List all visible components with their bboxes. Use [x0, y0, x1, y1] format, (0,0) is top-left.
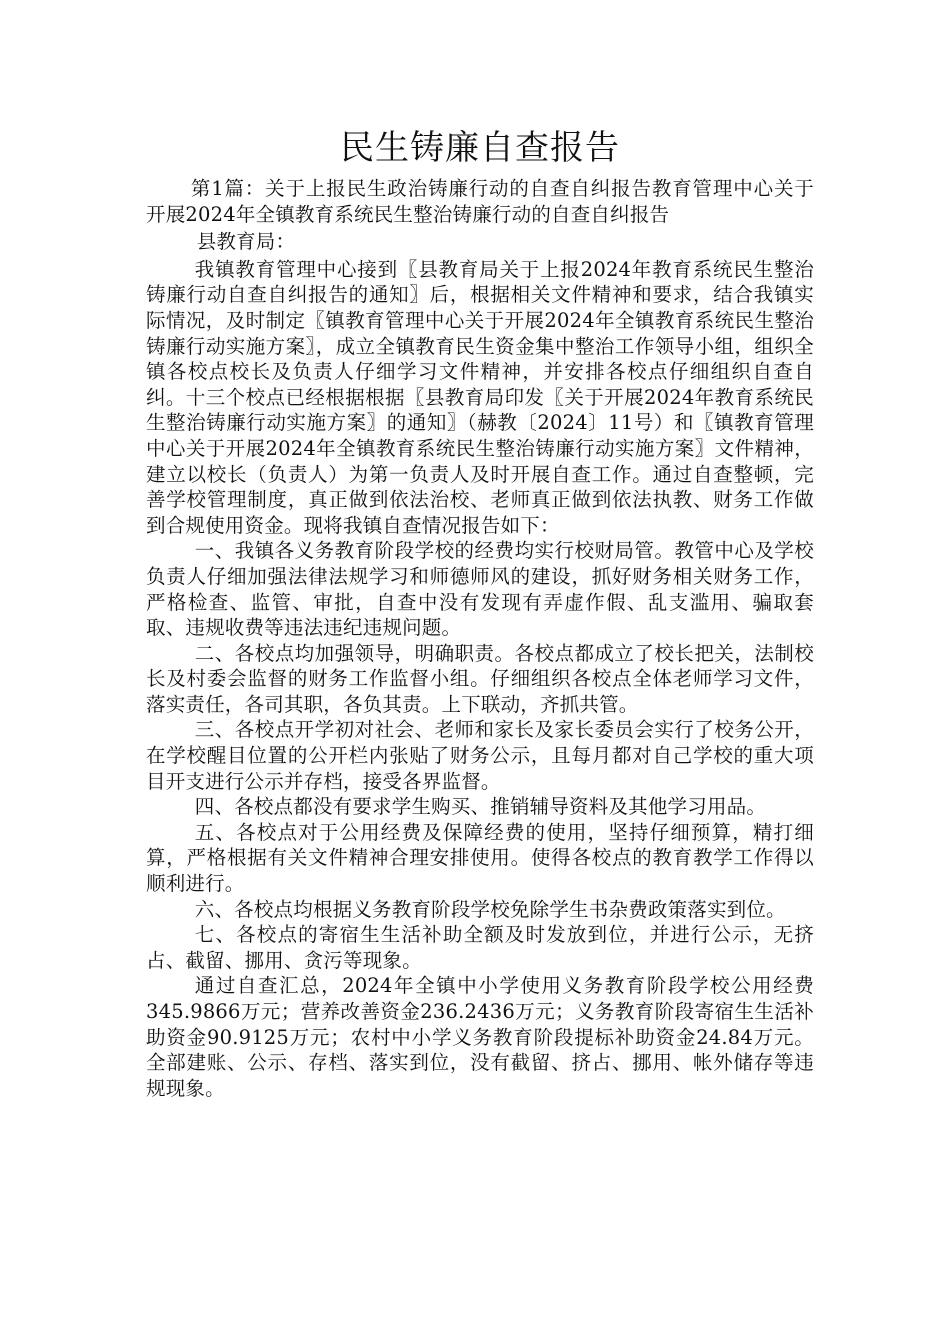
body-paragraph-3: 二、各校点均加强领导，明确职责。各校点都成立了校长把关，法制校长及村委会监督的财务工作监督小组。仔细组织各校点全体老师学习文件，落实责任，各司其职，各负其责。上下联动，齐抓共管。	[146, 641, 814, 716]
body-paragraph-5: 四、各校点都没有要求学生购买、推销辅导资料及其他学习用品。	[194, 795, 767, 819]
body-paragraph-9: 通过自查汇总，2024年全镇中小学使用义务教育阶段学校公用经费345.9866万元；营养改善资金236.2436万元；义务教育阶段寄宿生生活补助资金90.9125万元；农村中小学义务教育阶段提标补助资金24.84万元。全部建账、公示、存档、落实到位，没有截留、挤占、挪用、帐外储存等违规现象。	[146, 974, 814, 1100]
intro-paragraph: 第1篇：关于上报民生政治铸廉行动的自查自纠报告教育管理中心关于开展2024年全镇教育系统民生整治铸廉行动的自查自纠报告	[146, 177, 814, 226]
salutation: 县教育局：	[196, 230, 296, 254]
document-title: 民生铸廉自查报告	[340, 128, 620, 168]
body-paragraph-2: 一、我镇各义务教育阶段学校的经费均实行校财局管。教管中心及学校负责人仔细加强法律法规学习和师德师风的建设，抓好财务相关财务工作，严格检查、监管、审批，自查中没有发现有弄虚作假、乱支滥用、骗取套取、违规收费等违法违纪违规问题。	[146, 539, 814, 640]
body-paragraph-4: 三、各校点开学初对社会、老师和家长及家长委员会实行了校务公开，在学校醒目位置的公开栏内张贴了财务公示，且每月都对自己学校的重大项目开支进行公示并存档，接受各界监督。	[146, 718, 814, 793]
document-page	[146, 122, 814, 1101]
body-paragraph-7: 六、各校点均根据义务教育阶段学校免除学生书杂费政策落实到位。	[194, 897, 786, 921]
body-paragraph-8: 七、各校点的寄宿生生活补助全额及时发放到位，并进行公示，无挤占、截留、挪用、贪污等现象。	[146, 923, 814, 972]
body-paragraph-6: 五、各校点对于公用经费及保障经费的使用，坚持仔细预算，精打细算，严格根据有关文件精神合理安排使用。使得各校点的教育教学工作得以顺利进行。	[146, 820, 814, 896]
body-paragraph-1: 我镇教育管理中心接到〖县教育局关于上报2024年教育系统民生整治铸廉行动自查自纠报告的通知〗后，根据相关文件精神和要求，结合我镇实际情况，及时制定〖镇教育管理中心关于开展2024年全镇教育系统民生整治铸廉行动实施方案〗，成立全镇教育民生资金集中整治工作领导小组，组织全镇各校点校长及负责人仔细学习文件精神，并安排各校点仔细组织自查自纠。十三个校点已经根据根据〖县教育局印发〖关于开展2024年教育系统民生整治铸廉行动实施方案〗的通知〗（赫教〔2024〕11号）和〖镇教育管理中心关于开展2024年全镇教育系统民生整治铸廉行动实施方案〗文件精神，建立以校长（负责人）为第一负责人及时开展自查工作。通过自查整顿，完善学校管理制度，真正做到依法治校、老师真正做到依法执教、财务工作做到合规使用资金。现将我镇自查情况报告如下：	[146, 257, 814, 537]
